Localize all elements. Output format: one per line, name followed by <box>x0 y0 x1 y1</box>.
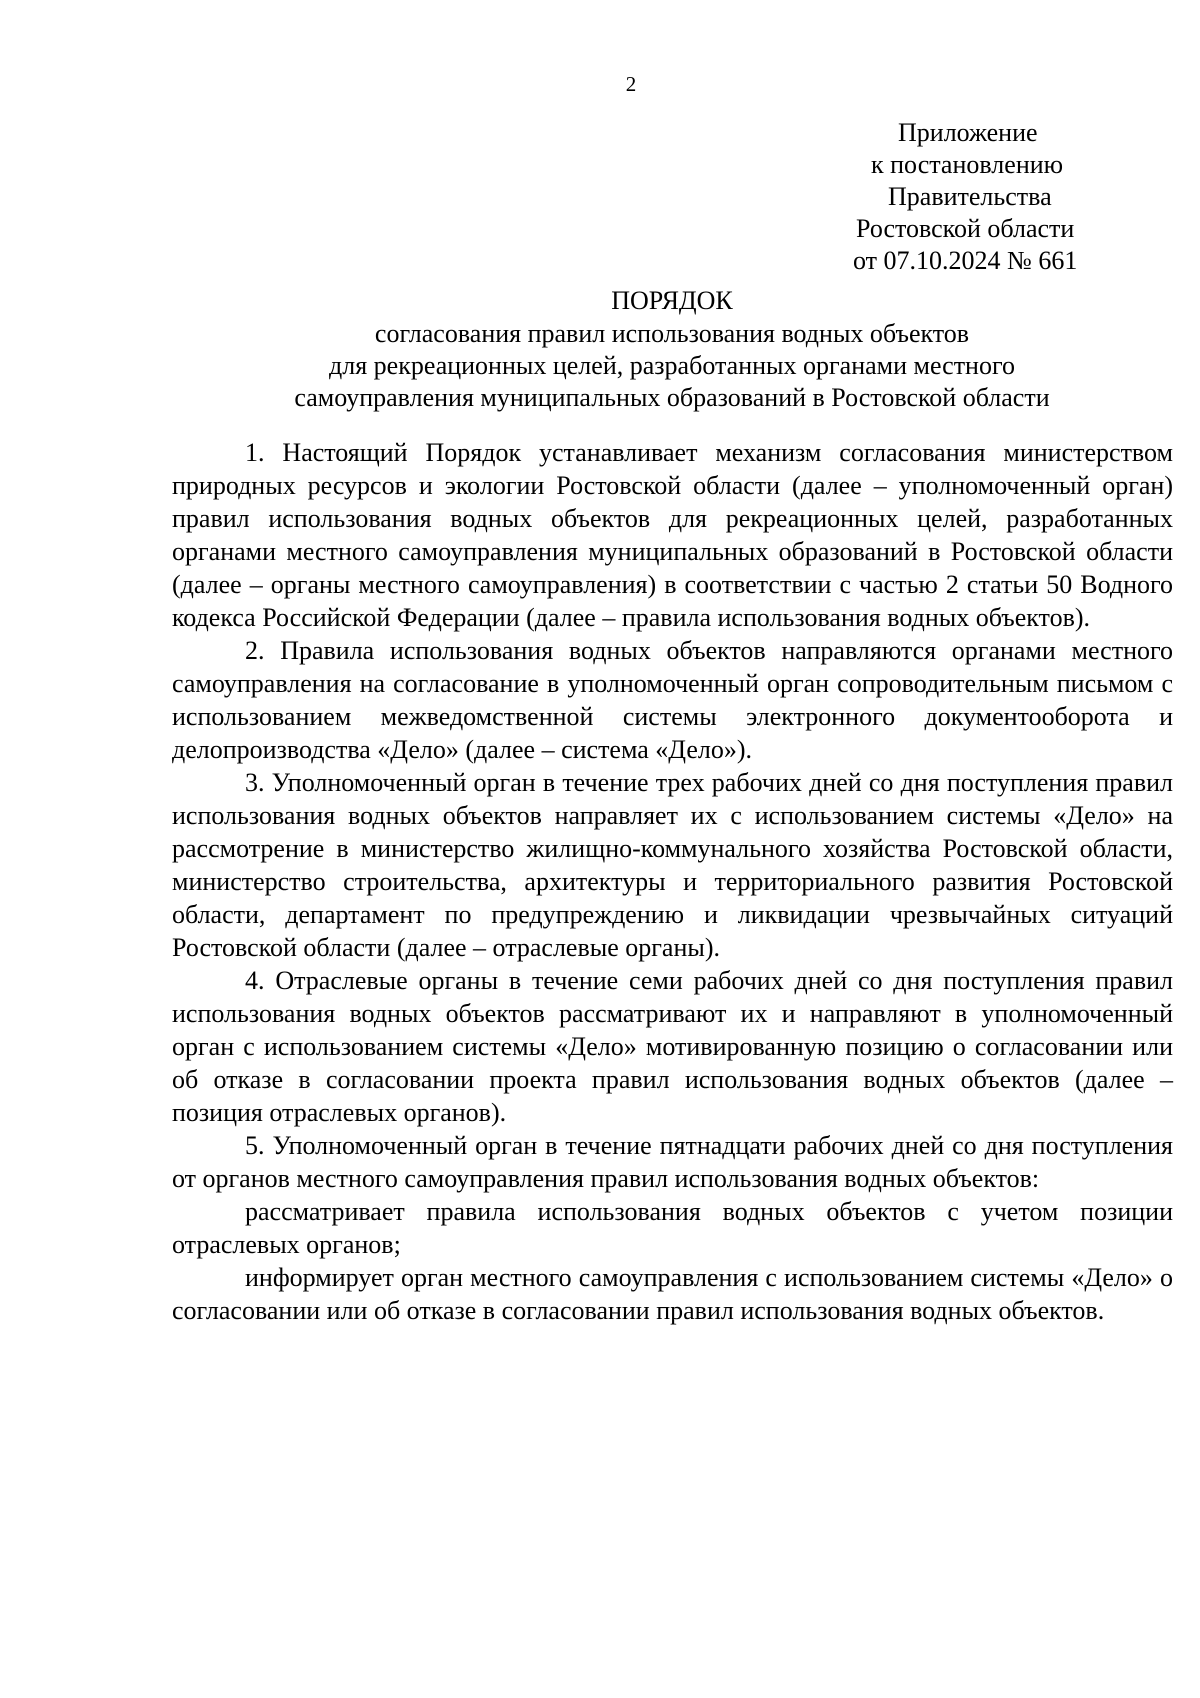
title-subtitle-line: согласования правил использования водных объектов <box>374 319 970 348</box>
document-body <box>172 436 1173 1327</box>
paragraph-5-item-1: рассматривает правила использования водных объектов с учетом позиции отраслевых органов; <box>172 1197 1173 1259</box>
paragraph-3: 3. Уполномоченный орган в течение трех рабочих дней со дня поступления правил использования водных объектов направляет их с использованием системы «Дело» на рассмотрение в министерство жилищно-коммунального хозяйства Ростовской области, министерство строительства, архитектуры и территориального развития Ростовской области, департамент по предупреждению и ликвидации чрезвычайных ситуаций Ростовской области (далее – отраслевые органы). <box>172 768 1173 962</box>
appendix-line: Приложение <box>898 118 1038 147</box>
appendix-line: Правительства <box>888 182 1052 211</box>
paragraph-4: 4. Отраслевые органы в течение семи рабочих дней со дня поступления правил использования водных объектов рассматривают их и направляют в уполномоченный орган с использованием системы «Дело» мотивированную позицию о согласовании или об отказе в согласовании проекта правил использования водных объектов (далее – позиция отраслевых органов). <box>172 966 1173 1127</box>
appendix-line: от 07.10.2024 № 661 <box>853 246 1078 275</box>
paragraph-5-item-2: информирует орган местного самоуправления с использованием системы «Дело» о согласовании или об отказе в согласовании правил использования водных объектов. <box>172 1263 1173 1325</box>
appendix-block <box>826 117 1156 277</box>
title-subtitle-line: самоуправления муниципальных образований в Ростовской области <box>294 383 1050 412</box>
paragraph-1: 1. Настоящий Порядок устанавливает механизм согласования министерством природных ресурсов и экологии Ростовской области (далее – уполномоченный орган) правил использования водных объектов для рекреационных целей, разработанных органами местного самоуправления муниципальных образований в Ростовской области (далее – органы местного самоуправления) в соответствии с частью 2 статьи 50 Водного кодекса Российской Федерации (далее – правила использования водных объектов). <box>172 438 1173 632</box>
title-heading: ПОРЯДОК <box>611 286 733 315</box>
appendix-line: к постановлению <box>871 150 1064 179</box>
page-number: 2 <box>625 72 637 96</box>
paragraph-5: 5. Уполномоченный орган в течение пятнадцати рабочих дней со дня поступления от органов местного самоуправления правил использования водных объектов: <box>172 1131 1173 1193</box>
paragraph-2: 2. Правила использования водных объектов направляются органами местного самоуправления на согласование в уполномоченный орган сопроводительным письмом с использованием межведомственной системы электронного документооборота и делопроизводства «Дело» (далее – система «Дело»). <box>172 636 1173 764</box>
appendix-line: Ростовской области <box>856 214 1075 243</box>
document-title <box>172 285 1172 414</box>
title-subtitle-line: для рекреационных целей, разработанных органами местного <box>329 351 1015 380</box>
